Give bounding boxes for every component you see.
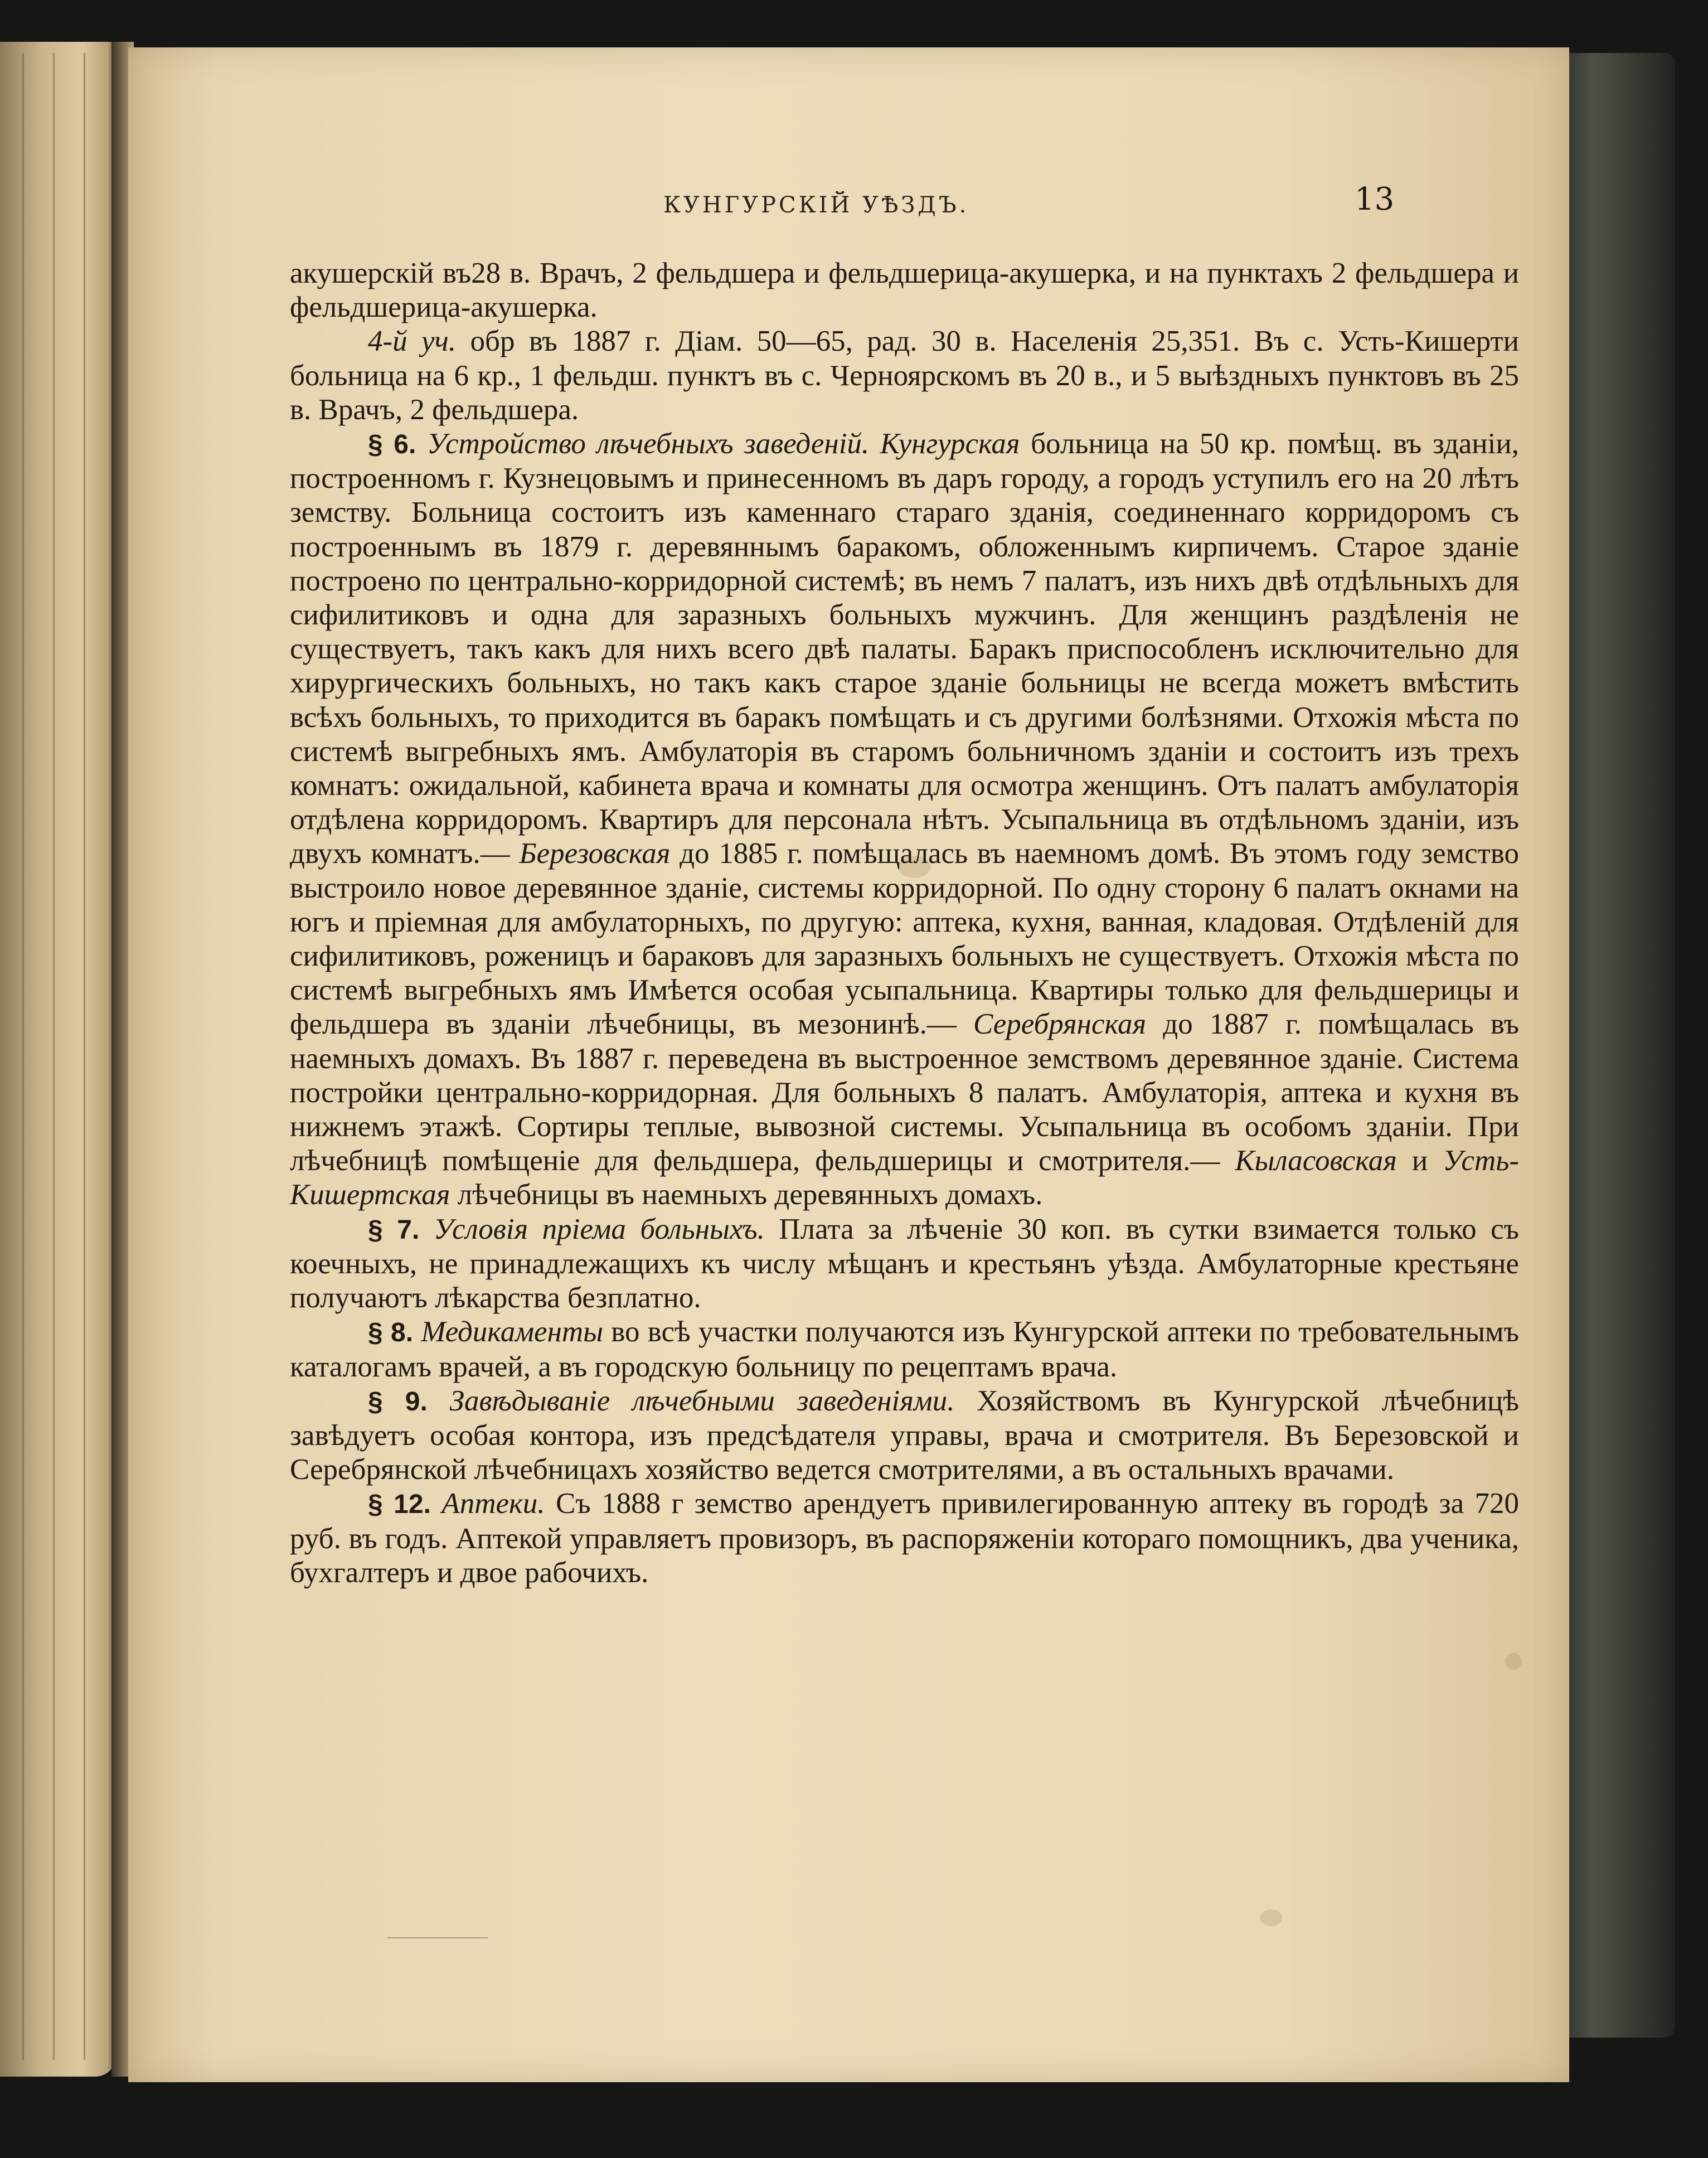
text-run: и bbox=[1396, 1145, 1443, 1177]
body-text bbox=[290, 256, 1519, 1590]
text-run bbox=[869, 428, 880, 460]
running-title: КУНГУРСКІЙ УѢЗДЪ. bbox=[663, 192, 969, 218]
paper-stain bbox=[1505, 1653, 1522, 1670]
page-number: 13 bbox=[1355, 181, 1395, 217]
page-edge-line bbox=[22, 53, 24, 2060]
paragraph bbox=[290, 256, 1519, 324]
text-run: Плата за лѣченіе 30 коп. въ сутки взимается только съ коечныхъ, не принадлежащихъ къ числу мѣщанъ и крестьянъ уѣзда. Амбулаторные крестьяне получаютъ лѣкарства безплатно. bbox=[290, 1213, 1519, 1315]
section-number: § 12. bbox=[368, 1490, 431, 1520]
text-run: лѣчебницы въ наемныхъ деревянныхъ домахъ. bbox=[450, 1179, 1043, 1211]
paper-stain bbox=[1260, 1909, 1282, 1926]
text-run: до 1887 г. помѣщалась въ наемныхъ домахъ. Въ 1887 г. переведена въ выстроенное земствомъ деревянное зданіе. Система постройки центрально-корридорная. Для больныхъ 8 палатъ. Амбулаторія, аптека и кухня въ нижнемъ этажѣ. Сортиры теплые, вывозной системы. Усыпальница въ особомъ зданіи. При лѣчебницѣ помѣщеніе для фельдшера, фельдшерицы и смотрителя.— bbox=[290, 1008, 1519, 1177]
section-number: § 8. bbox=[368, 1318, 414, 1348]
page-header bbox=[128, 137, 1569, 218]
text-run: до 1885 г. помѣщалась въ наемномъ домѣ. Въ этомъ году земство выстроило новое деревянное зданіе, системы корридорной. По одну сторону 6 палатъ окнами на югъ и пріемная для амбулаторныхъ, по другую: аптека, кухня, ванная, кладовая. Отдѣленій для сифилитиковъ, роженицъ и бараковъ для заразныхъ больныхъ не существуетъ. Отхожія мѣста по системѣ выгребныхъ ямъ Имѣется особая усыпальница. Квартиры только для фельдшерицы и фельдшера въ зданіи лѣчебницы, въ мезонинѣ.— bbox=[290, 837, 1519, 1041]
text-run: больница на 50 кр. помѣщ. въ зданіи, построенномъ г. Кузнецовымъ и принесенномъ въ даръ городу, а городъ уступилъ его на 20 лѣтъ земству. Больница состоитъ изъ каменнаго стараго зданія, соединеннаго корридоромъ съ построеннымъ въ 1879 г. деревяннымъ баракомъ, обложеннымъ кирпичемъ. Старое зданіе построено по центрально-корридорной системѣ; въ немъ 7 палатъ, изъ нихъ двѣ отдѣльныхъ для сифилитиковъ и одна для заразныхъ больныхъ мужчинъ. Для женщинъ раздѣленія не существуетъ, такъ какъ для нихъ всего двѣ палаты. Баракъ приспособленъ исключительно для хирургическихъ больныхъ, но такъ какъ старое зданіе больницы не всегда можетъ вмѣстить всѣхъ больныхъ, то приходится въ баракъ помѣщать и съ другими болѣзнями. Отхожія мѣста по системѣ выгребныхъ ямъ. Амбулаторія въ старомъ больничномъ зданіи и состоитъ изъ трехъ комнатъ: ожидальной, кабинета врача и комнаты для осмотра женщинъ. Отъ палатъ амбулаторія отдѣлена корридоромъ. Квартиръ для персонала нѣтъ. Усыпальница въ отдѣльномъ зданіи, изъ двухъ комнатъ.— bbox=[290, 428, 1520, 870]
text-run: Съ 1888 г земство арендуетъ привилегированную аптеку въ городѣ за 720 руб. въ годъ. Аптекой управляетъ провизоръ, въ распоряженіи котораго помощникъ, два ученика, бухгалтеръ и двое рабочихъ. bbox=[290, 1487, 1519, 1589]
section-number: § 6. bbox=[368, 430, 416, 460]
italic-run: Усть-Кишертская bbox=[290, 1145, 1519, 1211]
italic-run: Медикаменты bbox=[413, 1316, 604, 1349]
italic-run: Кунгурская bbox=[880, 428, 1020, 460]
page-edge-line bbox=[53, 53, 55, 2060]
text-run: во всѣ участки получаются изъ Кунгурской аптеки по требовательнымъ каталогамъ врачей, а въ городскую больницу по рецептамъ врача. bbox=[290, 1316, 1520, 1383]
section-number: § 9. bbox=[368, 1386, 428, 1417]
italic-run: Кыласовская bbox=[1235, 1145, 1397, 1177]
book-page bbox=[128, 47, 1569, 2082]
italic-run: Аптеки. bbox=[430, 1487, 545, 1520]
italic-run: Условія пріема больныхъ. bbox=[419, 1213, 765, 1245]
book-cover-edge bbox=[1558, 53, 1675, 2038]
page-edge-line bbox=[84, 53, 85, 2060]
italic-run: Завѣдываніе лѣчебными заведеніями. bbox=[427, 1384, 955, 1417]
paragraph bbox=[290, 427, 1519, 1213]
paragraph bbox=[290, 1213, 1519, 1316]
footnote-rule bbox=[387, 1937, 488, 1938]
section-number: § 7. bbox=[368, 1215, 420, 1245]
italic-run: Устройство лѣчебныхъ заведеній. bbox=[416, 428, 870, 460]
italic-run: Березовская bbox=[519, 837, 671, 870]
text-run: Хозяйствомъ въ Кунгурской лѣчебницѣ завѣдуетъ особая контора, изъ предсѣдателя управы, врача и смотрителя. Въ Березовской и Серебрянской лѣчебницахъ хозяйство ведется смотрителями, а въ остальныхъ врачами. bbox=[290, 1384, 1520, 1486]
italic-run: Серебрянская bbox=[973, 1008, 1147, 1041]
paragraph bbox=[290, 1487, 1519, 1590]
paragraph bbox=[290, 324, 1519, 427]
left-page-edge bbox=[0, 42, 117, 2077]
paragraph bbox=[290, 1384, 1519, 1487]
paragraph bbox=[290, 1315, 1519, 1384]
text-run: акушерскій въ28 в. Врачъ, 2 фельдшера и фельдшерица-акушерка, и на пунктахъ 2 фельдшера и фельдшерица-акушерка. bbox=[290, 257, 1519, 324]
text-run: обр въ 1887 г. Діам. 50—65, рад. 30 в. Населенія 25,351. Въ с. Усть-Кишерти больница на 6 кр., 1 фельдш. пунктъ въ с. Черноярскомъ въ 20 в., и 5 выѣздныхъ пунктовъ въ 25 в. Врачъ, 2 фельдшера. bbox=[290, 325, 1519, 426]
italic-run: 4-й уч. bbox=[368, 325, 457, 358]
